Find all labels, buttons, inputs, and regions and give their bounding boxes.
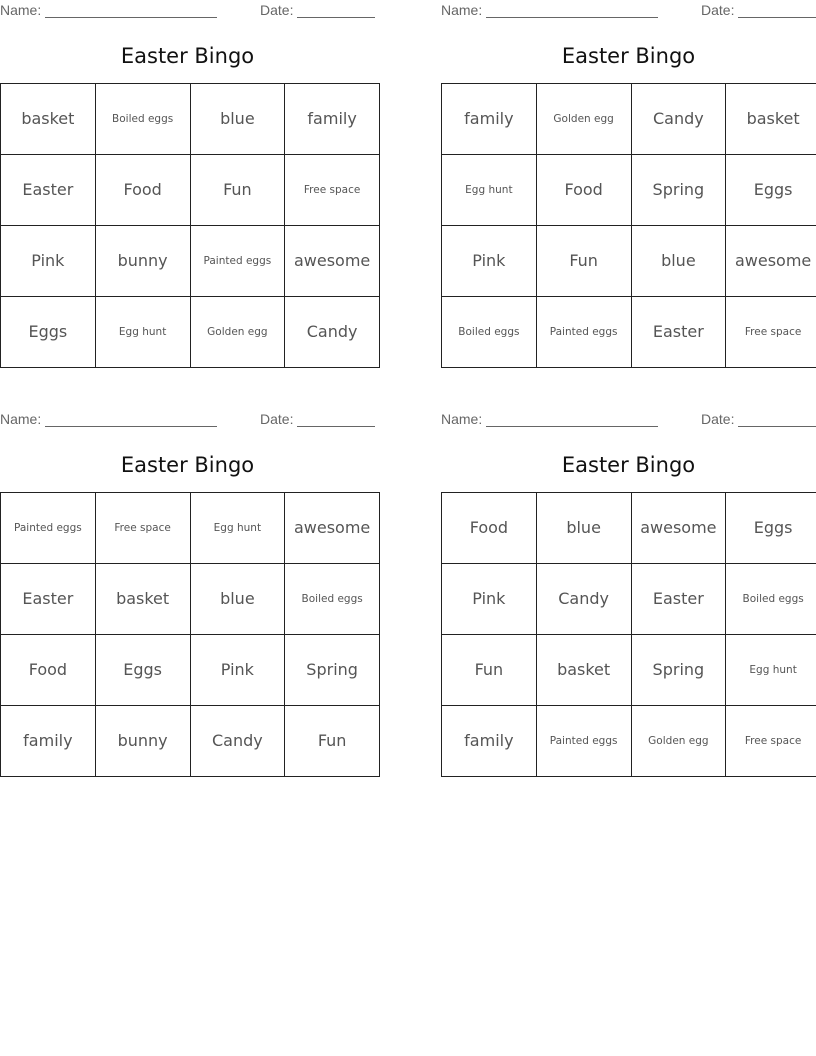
grid-cell: awesome bbox=[285, 493, 380, 564]
bingo-card-1 bbox=[0, 0, 375, 372]
grid-cell: Free space bbox=[726, 297, 816, 368]
grid-cell: family bbox=[285, 84, 380, 155]
grid-cell: Food bbox=[95, 155, 190, 226]
grid-cell: Pink bbox=[1, 226, 96, 297]
grid-row bbox=[1, 297, 380, 368]
bingo-grid bbox=[441, 83, 816, 368]
grid-cell: blue bbox=[631, 226, 726, 297]
grid-cell: blue bbox=[190, 84, 285, 155]
grid-cell: Spring bbox=[631, 155, 726, 226]
grid-cell: Eggs bbox=[726, 493, 816, 564]
grid-cell: Golden egg bbox=[190, 297, 285, 368]
grid-cell: Easter bbox=[1, 155, 96, 226]
grid-row bbox=[442, 493, 816, 564]
grid-row bbox=[1, 635, 380, 706]
grid-cell: Candy bbox=[285, 297, 380, 368]
grid-cell: Boiled eggs bbox=[442, 297, 537, 368]
card-header bbox=[0, 411, 375, 429]
bingo-card-4 bbox=[441, 409, 816, 781]
grid-cell: Egg hunt bbox=[190, 493, 285, 564]
card-title: Easter Bingo bbox=[561, 44, 696, 68]
grid-row bbox=[442, 635, 816, 706]
grid-cell: Free space bbox=[285, 155, 380, 226]
name-label: Name: bbox=[0, 2, 42, 18]
date-label: Date: bbox=[701, 411, 735, 427]
grid-cell: Easter bbox=[631, 297, 726, 368]
date-blank-line bbox=[738, 426, 816, 427]
grid-cell: Painted eggs bbox=[536, 706, 631, 777]
grid-cell: Fun bbox=[536, 226, 631, 297]
card-header bbox=[0, 2, 375, 20]
grid-cell: Free space bbox=[726, 706, 816, 777]
card-title: Easter Bingo bbox=[561, 453, 696, 477]
grid-cell: Fun bbox=[442, 635, 537, 706]
grid-cell: Candy bbox=[631, 84, 726, 155]
grid-cell: Pink bbox=[190, 635, 285, 706]
grid-cell: basket bbox=[95, 564, 190, 635]
date-label: Date: bbox=[701, 2, 735, 18]
name-label: Name: bbox=[441, 2, 483, 18]
grid-cell: Pink bbox=[442, 564, 537, 635]
grid-row bbox=[442, 226, 816, 297]
name-blank-line bbox=[486, 426, 658, 427]
bingo-card-3 bbox=[0, 409, 375, 781]
grid-cell: Free space bbox=[95, 493, 190, 564]
grid-cell: Spring bbox=[285, 635, 380, 706]
grid-cell: Eggs bbox=[726, 155, 816, 226]
date-blank-line bbox=[297, 17, 375, 18]
grid-cell: Golden egg bbox=[536, 84, 631, 155]
grid-cell: basket bbox=[726, 84, 816, 155]
grid-cell: basket bbox=[1, 84, 96, 155]
grid-cell: Egg hunt bbox=[95, 297, 190, 368]
grid-cell: awesome bbox=[631, 493, 726, 564]
grid-cell: Easter bbox=[1, 564, 96, 635]
grid-row bbox=[1, 226, 380, 297]
grid-row bbox=[442, 155, 816, 226]
name-label: Name: bbox=[441, 411, 483, 427]
bingo-grid bbox=[0, 492, 380, 777]
date-blank-line bbox=[738, 17, 816, 18]
grid-cell: Candy bbox=[536, 564, 631, 635]
grid-row bbox=[1, 84, 380, 155]
grid-cell: awesome bbox=[726, 226, 816, 297]
card-title: Easter Bingo bbox=[120, 453, 255, 477]
bingo-grid bbox=[441, 492, 816, 777]
grid-row bbox=[442, 297, 816, 368]
date-blank-line bbox=[297, 426, 375, 427]
grid-cell: Food bbox=[1, 635, 96, 706]
grid-row bbox=[1, 564, 380, 635]
date-label: Date: bbox=[260, 2, 294, 18]
grid-cell: Spring bbox=[631, 635, 726, 706]
date-label: Date: bbox=[260, 411, 294, 427]
card-title: Easter Bingo bbox=[120, 44, 255, 68]
grid-cell: Golden egg bbox=[631, 706, 726, 777]
grid-cell: Egg hunt bbox=[726, 635, 816, 706]
grid-cell: Fun bbox=[285, 706, 380, 777]
name-blank-line bbox=[45, 426, 217, 427]
grid-cell: bunny bbox=[95, 226, 190, 297]
grid-cell: awesome bbox=[285, 226, 380, 297]
grid-cell: Boiled eggs bbox=[285, 564, 380, 635]
grid-cell: Food bbox=[536, 155, 631, 226]
grid-cell: Boiled eggs bbox=[95, 84, 190, 155]
bingo-card-2 bbox=[441, 0, 816, 372]
grid-cell: Painted eggs bbox=[1, 493, 96, 564]
grid-row bbox=[442, 84, 816, 155]
name-blank-line bbox=[45, 17, 217, 18]
grid-cell: blue bbox=[536, 493, 631, 564]
grid-cell: Boiled eggs bbox=[726, 564, 816, 635]
grid-cell: family bbox=[1, 706, 96, 777]
grid-cell: blue bbox=[190, 564, 285, 635]
grid-cell: bunny bbox=[95, 706, 190, 777]
grid-cell: Candy bbox=[190, 706, 285, 777]
grid-cell: Pink bbox=[442, 226, 537, 297]
grid-cell: basket bbox=[536, 635, 631, 706]
grid-cell: Fun bbox=[190, 155, 285, 226]
bingo-grid bbox=[0, 83, 380, 368]
grid-cell: family bbox=[442, 706, 537, 777]
grid-cell: Eggs bbox=[1, 297, 96, 368]
grid-cell: Food bbox=[442, 493, 537, 564]
card-header bbox=[441, 411, 816, 429]
grid-cell: Egg hunt bbox=[442, 155, 537, 226]
name-label: Name: bbox=[0, 411, 42, 427]
grid-cell: Painted eggs bbox=[536, 297, 631, 368]
grid-cell: Easter bbox=[631, 564, 726, 635]
grid-cell: Eggs bbox=[95, 635, 190, 706]
grid-row bbox=[1, 493, 380, 564]
name-blank-line bbox=[486, 17, 658, 18]
grid-cell: family bbox=[442, 84, 537, 155]
grid-row bbox=[442, 564, 816, 635]
grid-row bbox=[442, 706, 816, 777]
grid-row bbox=[1, 155, 380, 226]
grid-row bbox=[1, 706, 380, 777]
grid-cell: Painted eggs bbox=[190, 226, 285, 297]
card-header bbox=[441, 2, 816, 20]
